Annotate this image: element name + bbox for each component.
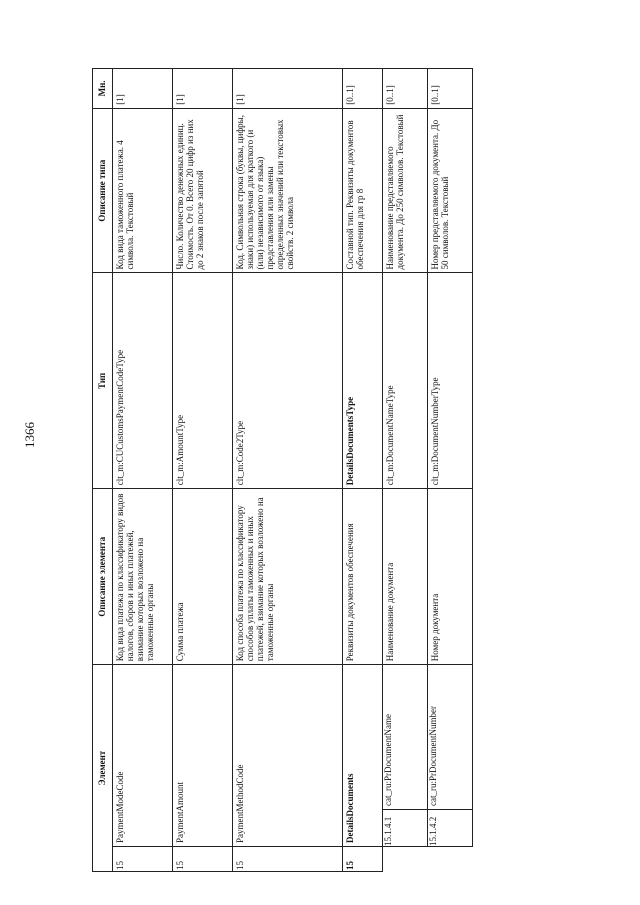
element-description: Код способа платежа по классификатору способов уплаты таможенных и иных платежей, взимание которых возложено на таможенные органы — [233, 489, 343, 665]
type-description: Код вида таможенного платежа. 4 символа. Текстовый — [113, 108, 173, 273]
element-type: DetailsDocumentsType — [343, 273, 383, 489]
type-description: Код. Символьная строка (буквы, цифры, знаки) используемая для краткого (и (или) независимого от языка) представления или замены определенных значений или текстовых свойств. 2 символа — [233, 108, 343, 273]
table-row — [173, 69, 233, 872]
row-number: 15.1.4.2 — [428, 809, 472, 846]
element-type: clt_m:DocumentNumberType — [428, 273, 473, 489]
row-number: 15 — [173, 847, 233, 872]
table-row — [113, 69, 173, 872]
element-name: cat_ru:PrDocumentNumber — [428, 706, 438, 807]
element-name: PaymentModeCode — [113, 665, 173, 847]
element-type: clt_m:CUCustomsPaymentCodeType — [113, 273, 173, 489]
page-number: 1366 — [22, 422, 37, 448]
multiplicity: [0..1] — [343, 69, 383, 109]
header-type-description: Описание типа — [93, 108, 113, 273]
multiplicity: [0..1] — [383, 69, 428, 109]
header-type: Тип — [93, 273, 113, 489]
element-name: PaymentAmount — [173, 665, 233, 847]
multiplicity: [1] — [173, 69, 233, 109]
type-description: Составной тип. Реквизиты документов обеспечения для гр 8 — [343, 108, 383, 273]
sub-element-cell — [428, 665, 473, 847]
indent-cell — [428, 847, 473, 872]
type-description: Наименование представляемого документа. До 250 символов. Текстовый — [383, 108, 428, 273]
header-element-description: Описание элемента — [93, 489, 113, 665]
row-number: 15 — [343, 847, 383, 872]
type-description: Число. Количество денежных единиц. Стоимость. От 0. Всего 20 цифр из них до 2 знаков после запятой — [173, 108, 233, 273]
table-header-row — [93, 69, 113, 872]
indent-cell — [383, 847, 428, 872]
element-name: cat_ru:PrDocumentName — [383, 714, 393, 807]
element-name: PaymentMethodCode — [233, 665, 343, 847]
element-type: clt_m:DocumentNameType — [383, 273, 428, 489]
table-row — [233, 69, 343, 872]
row-number: 15 — [233, 847, 343, 872]
table-row — [428, 69, 473, 872]
row-number: 15 — [113, 847, 173, 872]
multiplicity: [1] — [113, 69, 173, 109]
row-number: 15.1.4.1 — [383, 809, 427, 846]
table-row — [343, 69, 383, 872]
multiplicity: [1] — [233, 69, 343, 109]
element-description: Номер документа — [428, 489, 473, 665]
element-description: Реквизиты документов обеспечения — [343, 489, 383, 665]
header-multiplicity: Мн. — [93, 69, 113, 109]
rotated-table-wrapper — [92, 68, 546, 872]
header-element: Элемент — [93, 665, 113, 872]
table-row — [383, 69, 428, 872]
element-description: Наименование документа — [383, 489, 428, 665]
element-description: Код вида платежа по классификатору видов налогов, сборов и иных платежей, взимание которых возложено на таможенные органы — [113, 489, 173, 665]
type-description: Номер представляемого документа. До 50 символов. Текстовый — [428, 108, 473, 273]
element-type: clt_m:Code2Type — [233, 273, 343, 489]
element-name: DetailsDocuments — [343, 665, 383, 847]
multiplicity: [0..1] — [428, 69, 473, 109]
element-description: Сумма платежа — [173, 489, 233, 665]
sub-element-cell — [383, 665, 428, 847]
elements-table — [92, 68, 473, 872]
element-type: clt_m:AmountType — [173, 273, 233, 489]
